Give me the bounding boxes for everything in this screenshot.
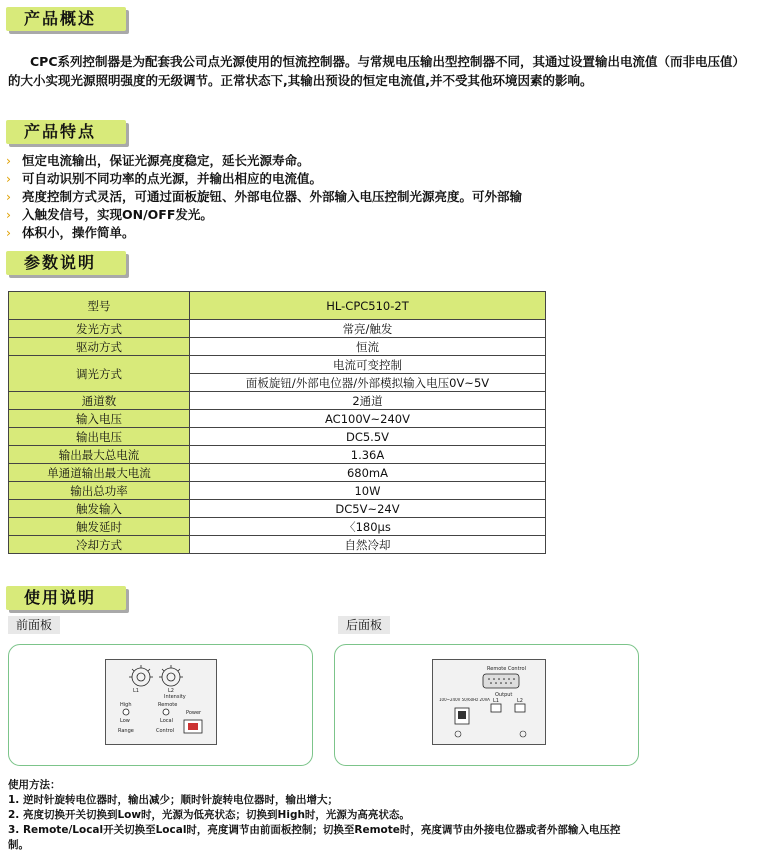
input-spec-label: 100~240V 50/60Hz 20VA — [439, 698, 490, 703]
table-cell-value: AC100V~240V — [190, 410, 546, 428]
section-title: 产品特点 — [6, 120, 126, 144]
table-row — [9, 536, 546, 554]
table-row — [9, 392, 546, 410]
table-row — [9, 518, 546, 536]
table-cell-key: 触发延时 — [9, 518, 190, 536]
control-label: Control — [156, 728, 175, 734]
intensity-label: Intensity — [164, 694, 186, 700]
table-row — [9, 464, 546, 482]
overview-text: CPC系列控制器是为配套我公司点光源使用的恒流控制器。与常规电压输出型控制器不同，其通过设置输出电流值（而非电压值）的大小实现光源照明强度的无级调节。正常状态下,其输出预设的恒定电流值,并不受其他环境因素的影响。 — [8, 54, 746, 88]
table-cell-key: 输入电压 — [9, 410, 190, 428]
table-cell-key: 型号 — [9, 292, 190, 320]
remote-control-label: Remote Control — [487, 666, 526, 672]
table-cell-key: 驱动方式 — [9, 338, 190, 356]
front-panel-device — [105, 659, 217, 745]
table-cell-key: 输出总功率 — [9, 482, 190, 500]
bullet-arrow-icon: › — [6, 153, 11, 168]
table-row — [9, 356, 546, 374]
usage-item: 制。 — [8, 839, 29, 851]
back-panel-frame — [334, 644, 639, 766]
back-panel-label: 后面板 — [338, 616, 390, 634]
table-row — [9, 428, 546, 446]
usage-item: 3. Remote/Local开关切换至Local时，亮度调节由前面板控制；切换至Remote时，亮度调节由外接电位器或者外部输入电压控 — [8, 824, 621, 836]
section-title: 产品概述 — [6, 7, 126, 31]
bullet-arrow-icon: › — [6, 189, 11, 204]
output-l2-label: L2 — [517, 698, 523, 704]
table-cell-value: 〈180μs — [190, 518, 546, 536]
remote-label: Remote — [158, 702, 178, 708]
high-label: High — [120, 702, 132, 708]
section-overview — [0, 7, 130, 33]
spec-table — [8, 291, 546, 554]
range-label: Range — [118, 728, 134, 734]
feature-item: › 入触发信号，实现ON/OFF发光。 — [6, 207, 213, 222]
bullet-arrow-icon: › — [6, 225, 11, 240]
front-panel-label: 前面板 — [8, 616, 60, 634]
table-header-row — [9, 292, 546, 320]
table-cell-value: 680mA — [190, 464, 546, 482]
table-row — [9, 482, 546, 500]
feature-item: › 恒定电流输出，保证光源亮度稳定，延长光源寿命。 — [6, 153, 310, 168]
feature-item: › 体积小，操作简单。 — [6, 225, 135, 240]
table-cell-key: 输出最大总电流 — [9, 446, 190, 464]
section-features — [0, 120, 130, 146]
local-label: Local — [160, 718, 173, 724]
table-cell-value: 电流可变控制 — [190, 356, 546, 374]
table-row — [9, 410, 546, 428]
usage-item: 2. 亮度切换开关切换到Low时，光源为低亮状态；切换到High时，光源为高亮状态。 — [8, 809, 410, 821]
bullet-arrow-icon: › — [6, 207, 11, 222]
table-cell-key: 通道数 — [9, 392, 190, 410]
knob-label-l2: L2 — [168, 688, 174, 694]
table-row — [9, 320, 546, 338]
table-cell-key: 发光方式 — [9, 320, 190, 338]
feature-item: › 亮度控制方式灵活，可通过面板旋钮、外部电位器、外部输入电压控制光源亮度。可外部输 — [6, 189, 523, 204]
output-l1-label: L1 — [493, 698, 499, 704]
usage-title: 使用方法： — [8, 779, 61, 791]
table-cell-key: 单通道输出最大电流 — [9, 464, 190, 482]
low-label: Low — [120, 718, 130, 724]
table-row — [9, 500, 546, 518]
table-cell-value: 10W — [190, 482, 546, 500]
section-title: 使用说明 — [6, 586, 126, 610]
table-cell-value: DC5V~24V — [190, 500, 546, 518]
table-cell-value: DC5.5V — [190, 428, 546, 446]
table-cell-value: 常亮/触发 — [190, 320, 546, 338]
knob-label-l1: L1 — [133, 688, 139, 694]
output-label: Output — [495, 692, 513, 698]
table-row — [9, 338, 546, 356]
section-usage — [0, 586, 130, 612]
section-title: 参数说明 — [6, 251, 126, 275]
usage-item: 1. 逆时针旋转电位器时，输出减少；顺时针旋转电位器时，输出增大； — [8, 794, 338, 806]
section-params — [0, 251, 130, 277]
table-cell-value: 1.36A — [190, 446, 546, 464]
table-cell-key: 触发输入 — [9, 500, 190, 518]
table-cell-value: 2通道 — [190, 392, 546, 410]
table-cell-key: 调光方式 — [9, 356, 190, 392]
table-cell-value: 面板旋钮/外部电位器/外部模拟输入电压0V~5V — [190, 374, 546, 392]
feature-item: › 可自动识别不同功率的点光源，并输出相应的电流值。 — [6, 171, 323, 186]
back-panel-device — [432, 659, 546, 745]
front-panel-frame — [8, 644, 313, 766]
power-label: Power — [186, 710, 202, 716]
table-cell-value: 自然冷却 — [190, 536, 546, 554]
table-cell-key: 输出电压 — [9, 428, 190, 446]
table-cell-key: 冷却方式 — [9, 536, 190, 554]
bullet-arrow-icon: › — [6, 171, 11, 186]
table-cell-value: HL-CPC510-2T — [190, 292, 546, 320]
table-row — [9, 446, 546, 464]
table-cell-value: 恒流 — [190, 338, 546, 356]
